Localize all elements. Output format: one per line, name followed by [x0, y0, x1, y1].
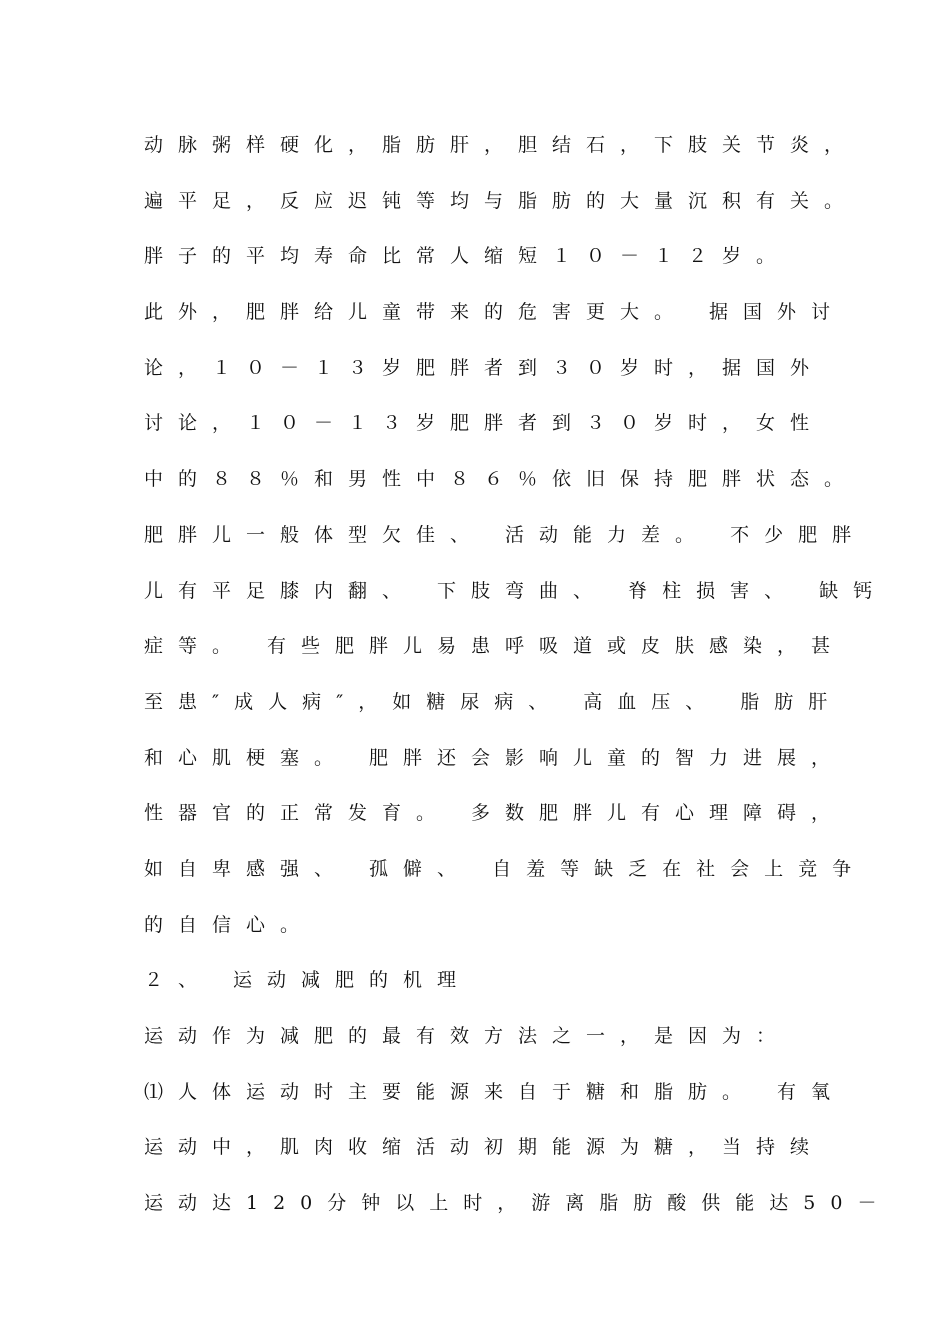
- text-line: 论，１０－１３岁肥胖者到３０岁时，据国外: [144, 356, 825, 379]
- body-text: [144, 128, 892, 1242]
- text-line: 和心肌梗塞。 肥胖还会影响儿童的智力进展，: [144, 746, 846, 769]
- text-line: 动脉粥样硬化，脂肪肝，胆结石，下肢关节炎，: [144, 134, 859, 156]
- text-line: 中的８８％和男性中８６％依旧保持肥胖状态。: [144, 468, 859, 491]
- text-line: 性器官的正常发育。 多数肥胖儿有心理障碍，: [144, 802, 846, 825]
- text-line: 的自信心。: [144, 913, 315, 936]
- text-line: 胖子的平均寿命比常人缩短１０－１２岁。: [144, 245, 791, 268]
- text-line: 运动中，肌肉收缩活动初期能源为糖，当持续: [144, 1136, 825, 1159]
- text-line: 运动作为减肥的最有效方法之一，是因为：: [144, 1025, 791, 1047]
- text-line: 症等。 有些肥胖儿易患呼吸道或皮肤感染，甚: [144, 635, 846, 658]
- text-line: 儿有平足膝内翻、 下肢弯曲、 脊柱损害、 缺钙: [144, 579, 888, 602]
- text-line: 如自卑感强、 孤僻、 自羞等缺乏在社会上竞争: [144, 857, 867, 880]
- text-line: 肥胖儿一般体型欠佳、 活动能力差。 不少肥胖: [144, 523, 867, 546]
- section-heading: ２、 运动减肥的机理: [144, 969, 472, 992]
- text-line: 遍平足，反应迟钝等均与脂肪的大量沉积有关。: [144, 189, 859, 212]
- text-line: 运动达120分钟以上时，游离脂肪酸供能达50－: [144, 1192, 892, 1215]
- text-line: 至患″成人病″，如糖尿病、 高血压、 脂肪肝: [144, 690, 843, 713]
- text-line: ⑴人体运动时主要能源来自于糖和脂肪。 有氧: [144, 1080, 846, 1103]
- text-line: 讨论，１０－１３岁肥胖者到３０岁时，女性: [144, 412, 825, 435]
- text-line: 此外，肥胖给儿童带来的危害更大。 据国外讨: [144, 301, 846, 324]
